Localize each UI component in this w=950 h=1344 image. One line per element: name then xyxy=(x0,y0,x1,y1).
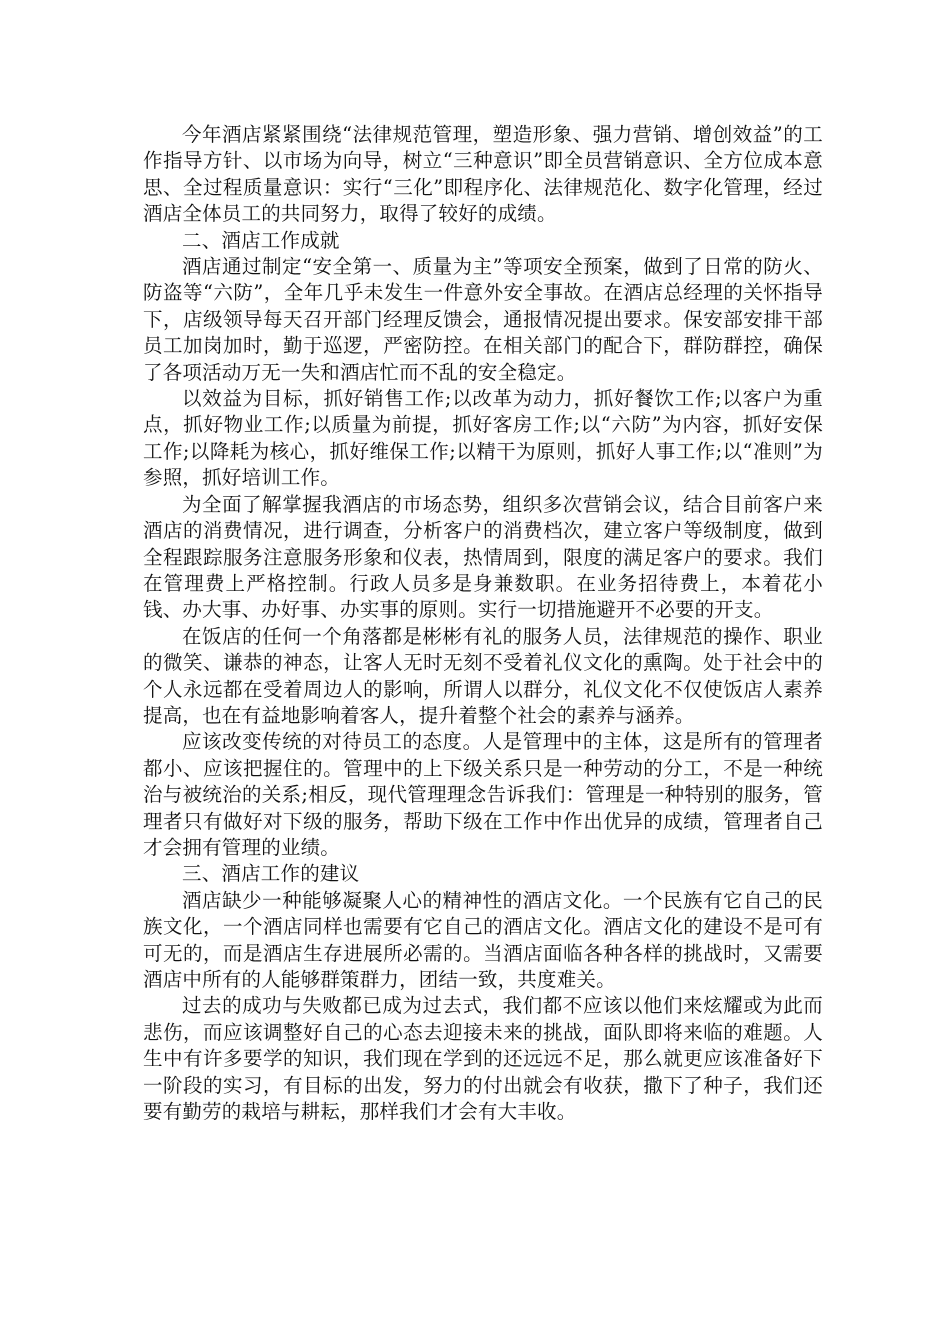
section-heading-achievements: 二、酒店工作成就 xyxy=(182,228,340,252)
document-body xyxy=(143,122,823,1125)
paragraph-marketing: 为全面了解掌握我酒店的市场态势，组织多次营销会议，结合目前客户来酒店的消费情况，进行调查，分析客户的消费档次，建立客户等级制度，做到全程跟踪服务注意服务形象和仪表，热情周到，限度的满足客户的要求。我们在管理费上严格控制。行政人员多是身兼数职。在业务招待费上，本着花小钱、办大事、办好事、办实事的原则。实行一切措施避开不必要的开支。 xyxy=(143,492,823,622)
paragraph-future: 过去的成功与失败都已成为过去式，我们都不应该以他们来炫耀或为此而悲伤，而应该调整好自己的心态去迎接未来的挑战，面队即将来临的难题。人生中有许多要学的知识，我们现在学到的还远远不足，那么就更应该准备好下一阶段的实习，有目标的出发，努力的付出就会有收获，撒下了种子，我们还要有勤劳的栽培与耕耘，那样我们才会有大丰收。 xyxy=(143,994,823,1124)
paragraph-etiquette: 在饭店的任何一个角落都是彬彬有礼的服务人员，法律规范的操作、职业的微笑、谦恭的神态，让客人无时无刻不受着礼仪文化的熏陶。处于社会中的个人永远都在受着周边人的影响，所谓人以群分，礼仪文化不仅使饭店人素养提高，也在有益地影响着客人，提升着整个社会的素养与涵养。 xyxy=(143,624,823,727)
paragraph-work-priorities: 以效益为目标，抓好销售工作;以改革为动力，抓好餐饮工作;以客户为重点，抓好物业工作;以质量为前提，抓好客房工作;以“六防”为内容，抓好安保工作;以降耗为核心，抓好维保工作;以精干为原则，抓好人事工作;以“准则”为参照，抓好培训工作。 xyxy=(143,387,823,490)
paragraph-culture: 酒店缺少一种能够凝聚人心的精神性的酒店文化。一个民族有它自己的民族文化，一个酒店同样也需要有它自己的酒店文化。酒店文化的建设不是可有可无的，而是酒店生存进展所必需的。当酒店面临各种各样的挑战时，又需要酒店中所有的人能够群策群力，团结一致，共度难关。 xyxy=(143,888,823,991)
section-heading-suggestions: 三、酒店工作的建议 xyxy=(182,862,360,886)
paragraph-staff-attitude: 应该改变传统的对待员工的态度。人是管理中的主体，这是所有的管理者都小、应该把握住的。管理中的上下级关系只是一种劳动的分工，不是一种统治与被统治的关系;相反，现代管理理念告诉我们：管理是一种特别的服务，管理者只有做好对下级的服务，帮助下级在工作中作出优异的成绩，管理者自己才会拥有管理的业绩。 xyxy=(143,730,823,859)
paragraph-intro: 今年酒店紧紧围绕“法律规范管理，塑造形象、强力营销、增创效益”的工作指导方针、以市场为向导，树立“三种意识”即全员营销意识、全方位成本意思、全过程质量意识：实行“三化”即程序化、法律规范化、数字化管理，经过酒店全体员工的共同努力，取得了较好的成绩。 xyxy=(143,123,823,226)
paragraph-safety: 酒店通过制定“安全第一、质量为主”等项安全预案，做到了日常的防火、防盗等“六防”，全年几乎未发生一件意外安全事故。在酒店总经理的关怀指导下，店级领导每天召开部门经理反馈会，通报情况提出要求。保安部安排干部员工加岗加时，勤于巡逻，严密防控。在相关部门的配合下，群防群控，确保了各项活动万无一失和酒店忙而不乱的安全稳定。 xyxy=(143,255,823,384)
